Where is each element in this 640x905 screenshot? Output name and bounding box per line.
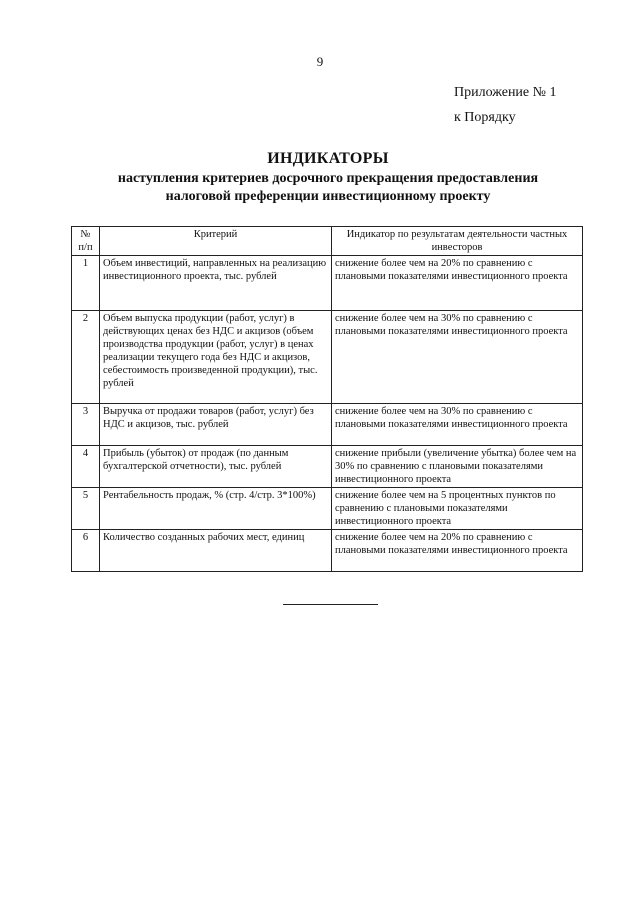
row-indicator: снижение прибыли (увеличение убытка) более чем на 30% по сравнению с плановыми показателями инвестиционного проекта [332, 446, 583, 488]
row-number: 2 [72, 311, 100, 404]
table-row [72, 530, 583, 572]
header-indicator: Индикатор по результатам деятельности частных инвесторов [332, 227, 583, 256]
row-criterion: Объем инвестиций, направленных на реализацию инвестиционного проекта, тыс. рублей [100, 256, 332, 311]
row-indicator: снижение более чем на 5 процентных пунктов по сравнению с плановыми показателями инвестиционного проекта [332, 488, 583, 530]
row-indicator: снижение более чем на 20% по сравнению с плановыми показателями инвестиционного проекта [332, 530, 583, 572]
header-number: № п/п [72, 227, 100, 256]
row-indicator: снижение более чем на 30% по сравнению с плановыми показателями инвестиционного проекта [332, 311, 583, 404]
document-title: ИНДИКАТОРЫ [267, 150, 389, 167]
table-row [72, 256, 583, 311]
table-row [72, 446, 583, 488]
header-criterion: Критерий [100, 227, 332, 256]
row-number: 1 [72, 256, 100, 311]
row-criterion: Количество созданных рабочих мест, единиц [100, 530, 332, 572]
table-row [72, 488, 583, 530]
row-number: 3 [72, 404, 100, 446]
row-criterion: Выручка от продажи товаров (работ, услуг) без НДС и акцизов, тыс. рублей [100, 404, 332, 446]
appendix-label: Приложение № 1 [454, 85, 557, 100]
row-number: 4 [72, 446, 100, 488]
appendix-reference: к Порядку [454, 110, 516, 125]
document-subtitle-line-2: налоговой преференции инвестиционному проекту [165, 189, 491, 204]
indicators-table [71, 226, 583, 572]
row-indicator: снижение более чем на 30% по сравнению с плановыми показателями инвестиционного проекта [332, 404, 583, 446]
table-row [72, 311, 583, 404]
table-header-row [72, 227, 583, 256]
row-criterion: Прибыль (убыток) от продаж (по данным бухгалтерской отчетности), тыс. рублей [100, 446, 332, 488]
end-divider [283, 604, 378, 605]
row-indicator: снижение более чем на 20% по сравнению с плановыми показателями инвестиционного проекта [332, 256, 583, 311]
table-row [72, 404, 583, 446]
row-criterion: Объем выпуска продукции (работ, услуг) в действующих ценах без НДС и акцизов (объем производства продукции (работ, услуг) в ценах реализации текущего года без НДС и акцизов, себестоимость произведенной продукции), тыс. рублей [100, 311, 332, 404]
row-criterion: Рентабельность продаж, % (стр. 4/стр. 3*100%) [100, 488, 332, 530]
document-subtitle-line-1: наступления критериев досрочного прекращения предоставления [117, 171, 539, 186]
page-number: 9 [316, 54, 324, 69]
row-number: 6 [72, 530, 100, 572]
row-number: 5 [72, 488, 100, 530]
